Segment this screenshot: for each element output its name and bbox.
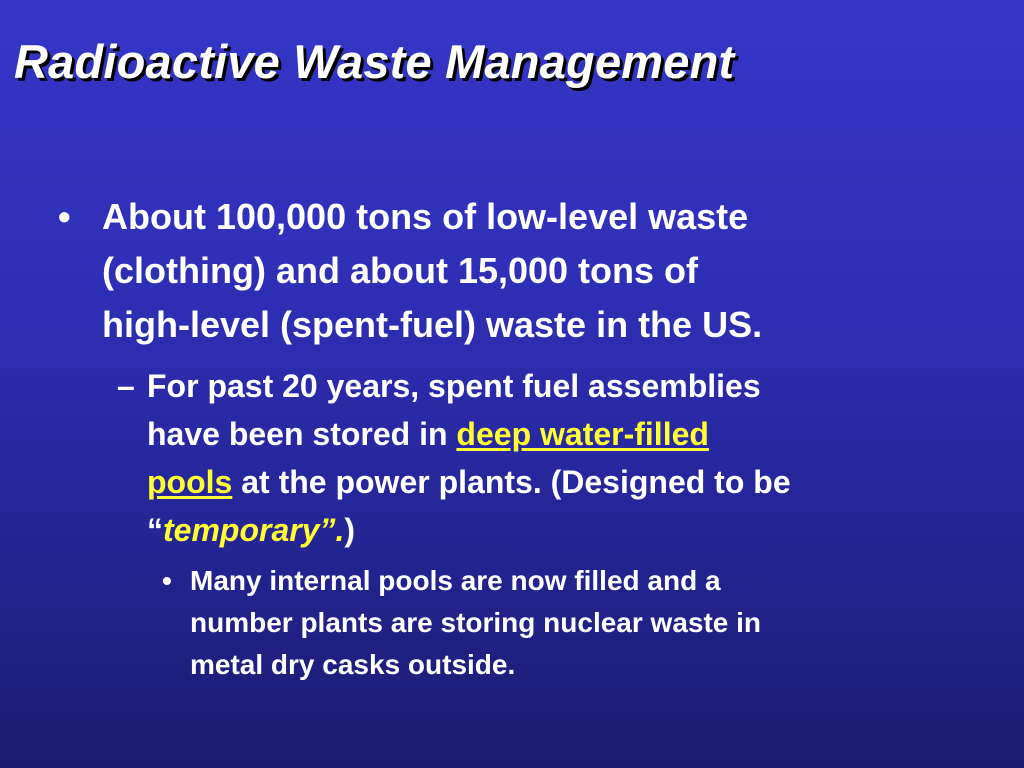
emphasis-text: temporary”. xyxy=(163,512,345,548)
sub-sub-bullet-line: number plants are storing nuclear waste in xyxy=(190,607,762,638)
bullet-line: (clothing) and about 15,000 tons of xyxy=(102,250,699,291)
sub-bullet-text xyxy=(147,362,967,554)
sub-bullet-line: have been stored in xyxy=(147,416,457,452)
bullet-marker: • xyxy=(162,565,172,596)
sub-sub-bullet-line: Many internal pools are now filled and a xyxy=(190,565,721,596)
sub-sub-bullet-text xyxy=(190,560,910,686)
bullet-line: About 100,000 tons of low-level waste xyxy=(102,196,749,237)
dash-marker: – xyxy=(117,368,135,404)
bullet-level-3 xyxy=(162,560,922,686)
sub-sub-bullet-line: metal dry casks outside. xyxy=(190,649,516,680)
slide-title: Radioactive Waste Management xyxy=(14,35,735,88)
close-paren: ) xyxy=(344,512,356,548)
bullet-line: high-level (spent-fuel) waste in the US. xyxy=(102,304,763,345)
link-text[interactable]: deep water-filled xyxy=(456,416,709,452)
bullet-level-2 xyxy=(117,362,977,554)
bullet-marker: • xyxy=(58,196,71,237)
bullet-text xyxy=(102,190,962,352)
sub-bullet-line: For past 20 years, spent fuel assemblies xyxy=(147,368,761,404)
bullet-level-1 xyxy=(58,190,978,352)
quote-mark: “ xyxy=(147,512,163,548)
link-text[interactable]: pools xyxy=(147,464,233,500)
sub-bullet-line: at the power plants. (Designed to be xyxy=(232,464,791,500)
